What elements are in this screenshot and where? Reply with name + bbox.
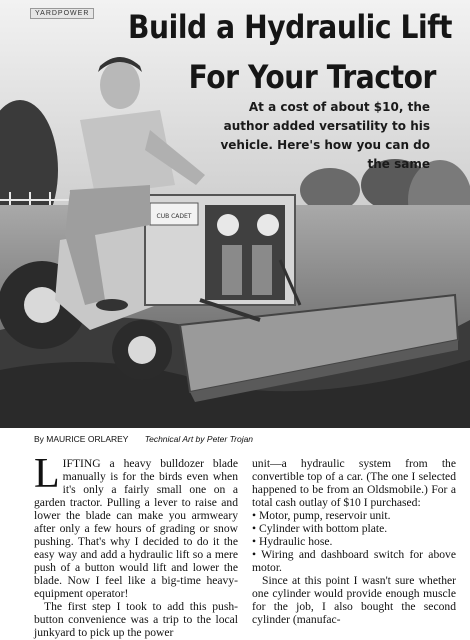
- art-credit: Technical Art by Peter Trojan: [144, 434, 254, 444]
- drop-cap: L: [34, 451, 60, 497]
- headline-line-2: For Your Tractor: [188, 58, 436, 96]
- paragraph-1: [34, 451, 238, 600]
- section-tag: YARDPOWER: [30, 8, 94, 19]
- paragraph-1-text: IFTING a heavy bulldozer blade manually is for the birds even when it's only a fairly small one on a garden tractor. Pulling a lever to raise and lower the blade can make you armweary after only a few hours of grading or snow pushing. That's why I decided to do it the easy way and add a hydraulic lift so a mere push of a button would lift and lower the blade. Now I feel like a big-time heavy-equipment operator!: [34, 457, 238, 600]
- tractor-badge: CUB CADET: [156, 213, 192, 220]
- list-item: • Wiring and dashboard switch for above motor.: [252, 548, 456, 574]
- paragraph-4: Since at this point I wasn't sure whether one cylinder would provide enough muscle for the job, I also bought the second cylinder (manufac-: [252, 574, 456, 626]
- article-column-right: [252, 457, 456, 626]
- paragraph-2: The first step I took to add this push-button convenience was a trip to the local junkyard to pick up the power: [34, 600, 238, 639]
- headline-line-1: Build a Hydraulic Lift: [128, 8, 453, 46]
- byline: By MAURICE ORLAREY: [34, 434, 129, 444]
- list-item: • Hydraulic hose.: [252, 535, 456, 548]
- deck-subtitle: At a cost of about $10, the author added versatility to his vehicle. Here's how you can do the same: [220, 100, 430, 171]
- credits-line: [34, 434, 253, 444]
- parts-list: [252, 509, 456, 574]
- list-item: • Cylinder with bottom plate.: [252, 522, 456, 535]
- paragraph-3: unit—a hydraulic system from the convertible top of a car. (The one I selected happened to be from an Oldsmobile.) For a total cash outlay of $10 I purchased:: [252, 457, 456, 509]
- headline: [128, 2, 453, 102]
- list-item: • Motor, pump, reservoir unit.: [252, 509, 456, 522]
- article-column-left: [34, 451, 238, 639]
